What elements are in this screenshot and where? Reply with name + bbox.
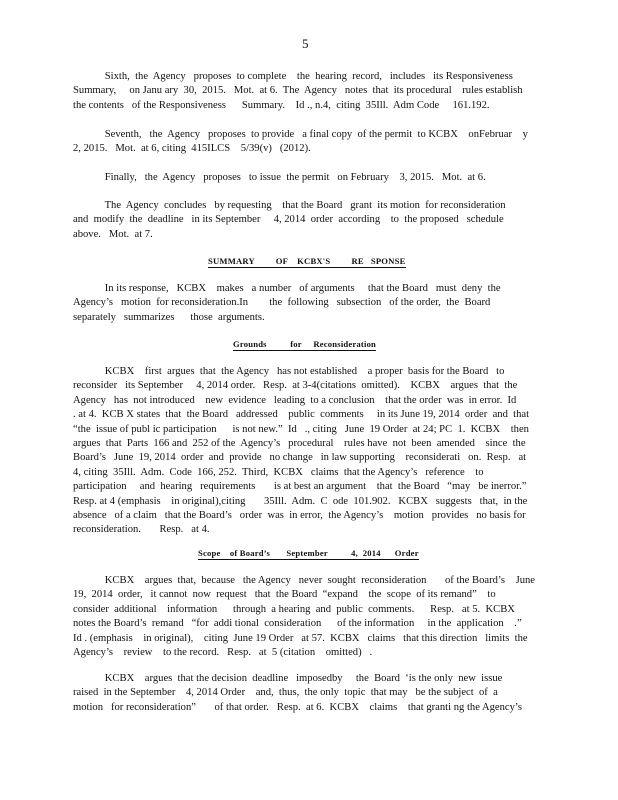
paragraph-seventh [73,128,543,157]
text-line: “the issue of publ ic participation is not new.” Id ., citing June 19 Order at 24; PC 1. KCBX then [73,423,529,435]
text-line: participation and hearing requirements is at best an argument that the Board “may be inerror.” [73,481,527,493]
text-line: Finally, the Agency proposes to issue the permit on February 3, 2015. Mot. at 6. [73,172,486,183]
subsection-heading-grounds: Grounds for Reconsideration [233,339,377,349]
text-line: reconsideration. Resp. at 4. [73,524,210,536]
paragraph-agency-concludes [73,199,543,242]
paragraph-kcbx-deadline [73,672,543,715]
subsection-heading-scope: Scope of Board’s September 4, 2014 Order [198,548,419,558]
text-line: 2, 2015. Mot. at 6, citing 415ILCS 5/39(v) (2012). [73,143,311,155]
text-line: and modify the deadline in its September 4, 2014 order according to the proposed schedule [73,214,504,226]
text-line: Summary, on Janu ary 30, 2015. Mot. at 6. The Agency notes that its procedural rules establish [73,85,523,97]
text-line: the contents of the Responsiveness Summary. Id ., n.4, citing 35Ill. Adm Code 161.192. [73,99,490,111]
text-line: Seventh, the Agency proposes to provide a final copy of the permit to KCBX onFebruar y [73,129,528,140]
text-line: KCBX argues that the decision deadline imposedby the Board ‘is the only new issue [73,673,503,684]
text-line: The Agency concludes by requesting that the Board grant its motion for reconsideration [73,200,506,211]
text-line: Board’s June 19, 2014 order and provide no change in law supporting reconsiderati on. Resp. at [73,452,527,464]
text-line: Id . (emphasis in original), citing June 19 Order at 57. KCBX claims that this direction limits the [73,632,528,644]
text-line: notes the Board’s remand “for addi tional consideration of the information in the application .” [73,618,522,630]
text-line: Resp. at 4 (emphasis in original),citing 35Ill. Adm. C ode 101.902. KCBX suggests that, in the [73,495,528,507]
text-line: consider additional information through a hearing and public comments. Resp. at 5. KCBX [73,603,515,615]
text-line: absence of a claim that the Board’s order was in error, the Agency’s motion provides no basis for [73,510,526,522]
paragraph-sixth [73,70,543,113]
text-line: Agency’s review to the record. Resp. at 5 (citation omitted) . [73,647,373,659]
text-line: . at 4. KCB X states that the Board addressed public comments in its June 19, 2014 order and that [73,409,530,421]
text-line: argues that Parts 166 and 252 of the Agency’s procedural rules have not been amended since the [73,438,526,450]
text-line: KCBX argues that, because the Agency never sought reconsideration of the Board’s June [73,575,536,586]
paragraph-finally [73,171,543,185]
page-number: 5 [302,36,309,51]
paragraph-kcbx-first-argues [73,365,543,538]
paragraph-kcbx-scope [73,574,543,660]
text-line: separately summarizes those arguments. [73,311,265,323]
text-line: above. Mot. at 7. [73,228,153,240]
text-line: Agency’s motion for reconsideration.In the following subsection of the order, the Board [73,297,491,309]
text-line: motion for reconsideration” of that order. Resp. at 6. KCBX claims that granti ng the Agency’s [73,701,522,713]
text-line: KCBX first argues that the Agency has not established a proper basis for the Board to [73,366,505,377]
text-line: Sixth, the Agency proposes to complete the hearing record, includes its Responsiveness [73,71,513,82]
text-line: 4, citing 35Ill. Adm. Code 166, 252. Third, KCBX claims that the Agency’s reference to [73,466,484,478]
text-line: raised in the September 4, 2014 Order and, thus, the only topic that may be the subject of a [73,687,498,699]
text-line: In its response, KCBX makes a number of arguments that the Board must deny the [73,283,501,294]
paragraph-kcbx-response [73,282,543,325]
section-heading-summary: SUMMARY OF KCBX'S RE SPONSE [208,256,406,266]
text-line: Agency has not introduced new evidence leading to a conclusion that the order was in error. Id [73,394,517,406]
text-line: reconsider its September 4, 2014 order. Resp. at 3-4(citations omitted). KCBX argues that the [73,380,518,392]
text-line: 19, 2014 order, it cannot now request that the Board “expand the scope of its remand” to [73,589,496,601]
